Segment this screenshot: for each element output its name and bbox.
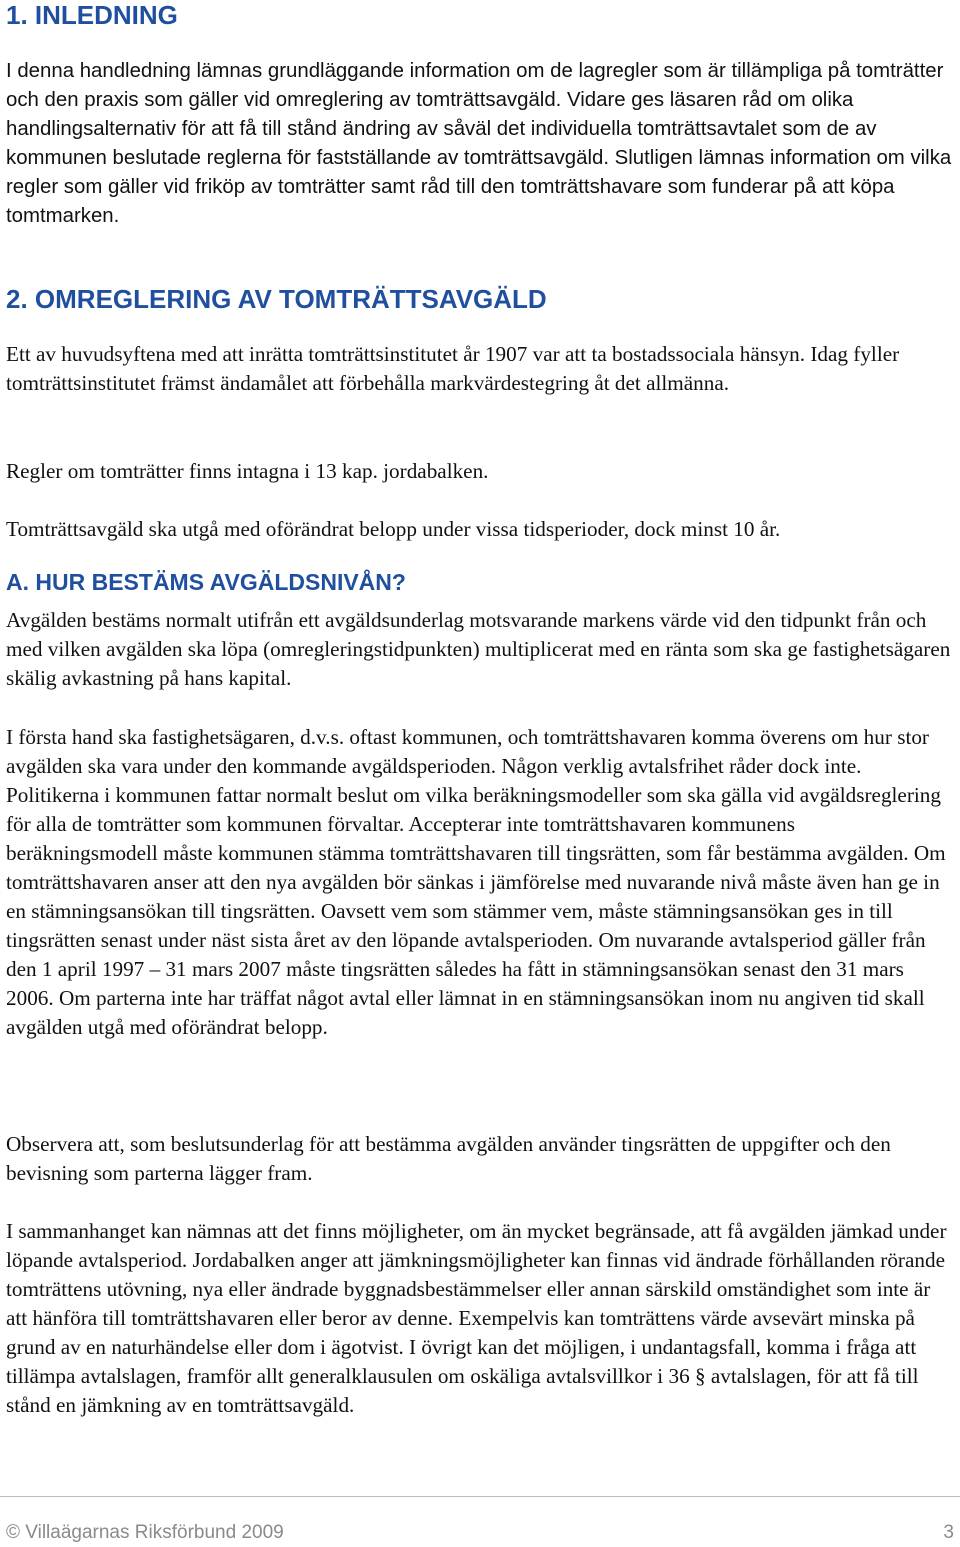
paragraph-inledning: I denna handledning lämnas grundläggande information om de lagregler som är tillämpliga på tomträtter och den praxis som gäller vid omreglering av tomträttsavgäld. Vidare ges läsaren råd om olika handlingsalternativ för att få till stånd ändring av såväl det individuella tomträttsavtalet som de av kommunen beslutade reglerna för fastställande av tomträttsavgäld. Slutligen lämnas information om vilka regler som gäller vid friköp av tomträtter samt råd till den tomträttshavare som funderar på att köpa tomtmarken. xyxy=(6,60,952,227)
page-number: 3 xyxy=(943,1522,954,1543)
footer-divider xyxy=(0,1496,960,1497)
section-heading-inledning: 1. INLEDNING xyxy=(6,0,178,30)
paragraph-jordabalken: Regler om tomträtter finns intagna i 13 kap. jordabalken. xyxy=(6,459,489,483)
paragraph-tomrattsinstitutet: Ett av huvudsyftena med att inrätta tomträttsinstitutet år 1907 var att ta bostadssociala hänsyn. Idag fyller tomträttsinstitutet främst ändamålet att förbehålla markvärdestegring åt det allmänna. xyxy=(6,342,900,395)
footer-copyright: © Villaägarnas Riksförbund 2009 xyxy=(6,1522,284,1543)
paragraph-forsta-hand: I första hand ska fastighetsägaren, d.v.s. oftast kommunen, och tomträttshavaren komma överens om hur stor avgälden ska vara under den kommande avgäldsperioden. Någon verklig avtalsfrihet råder dock inte. Politikerna i kommunen fattar normalt beslut om vilka beräkningsmodeller som ska gälla vid avgäldsreglering för alla de tomträtter som kommunen förvaltar. Accepterar inte tomträttshavaren kommunens beräkningsmodell måste kommunen stämma tomträttshavaren till tingsrätten, som får bestämma avgälden. Om tomträttshavaren anser att den nya avgälden bör sänkas i jämförelse med nuvarande nivå måste även han ge in en stämningsansökan till tingsrätten. Oavsett vem som stämmer vem, måste stämningsansökan ges in till tingsrätten senast under näst sista året av den löpande avtalsperioden. Om nuvarande avtalsperiod gäller från den 1 april 1997 – 31 mars 2007 måste tingsrätten således ha fått in stämningsansökan senast den 31 mars 2006. Om parterna inte har träffat något avtal eller lämnat in en stämningsansökan inom nu angiven tid skall avgälden utgå med oförändrat belopp. xyxy=(6,725,946,1039)
paragraph-jamkning: I sammanhanget kan nämnas att det finns möjligheter, om än mycket begränsade, att få avgälden jämkad under löpande avtalsperiod. Jordabalken anger att jämkningsmöjligheter kan finnas vid ändrade förhållanden rörande tomträttens utövning, nya eller ändrade byggnadsbestämmelser eller annan särskild omständighet som inte är att hänföra till tomträttshavaren eller beror av denne. Exempelvis kan tomträttens värde avsevärt minska på grund av en naturhändelse eller dom i ägotvist. I övrigt kan det möjligen, i undantagsfall, komma i fråga att tillämpa avtalslagen, framför allt generalklausulen om oskäliga avtalsvillkor i 36 § avtalslagen, för att få till stånd en jämkning av en tomträttsavgäld. xyxy=(6,1219,947,1417)
paragraph-observera: Observera att, som beslutsunderlag för att bestämma avgälden använder tingsrätten de uppgifter och den bevisning som parterna lägger fram. xyxy=(6,1132,891,1185)
paragraph-avgaldsperiod: Tomträttsavgäld ska utgå med oförändrat belopp under vissa tidsperioder, dock minst 10 år. xyxy=(6,517,781,541)
paragraph-avgaldsunderlag: Avgälden bestäms normalt utifrån ett avgäldsunderlag motsvarande markens värde vid den tidpunkt från och med vilken avgälden ska löpa (omregleringstidpunkten) multiplicerat med en ränta som ska ge fastighetsägaren skälig avkastning på hans kapital. xyxy=(6,608,951,690)
subheading-avgaldsniva: A. HUR BESTÄMS AVGÄLDSNIVÅN? xyxy=(6,569,406,595)
section-heading-omreglering: 2. OMREGLERING AV TOMTRÄTTSAVGÄLD xyxy=(6,284,547,314)
